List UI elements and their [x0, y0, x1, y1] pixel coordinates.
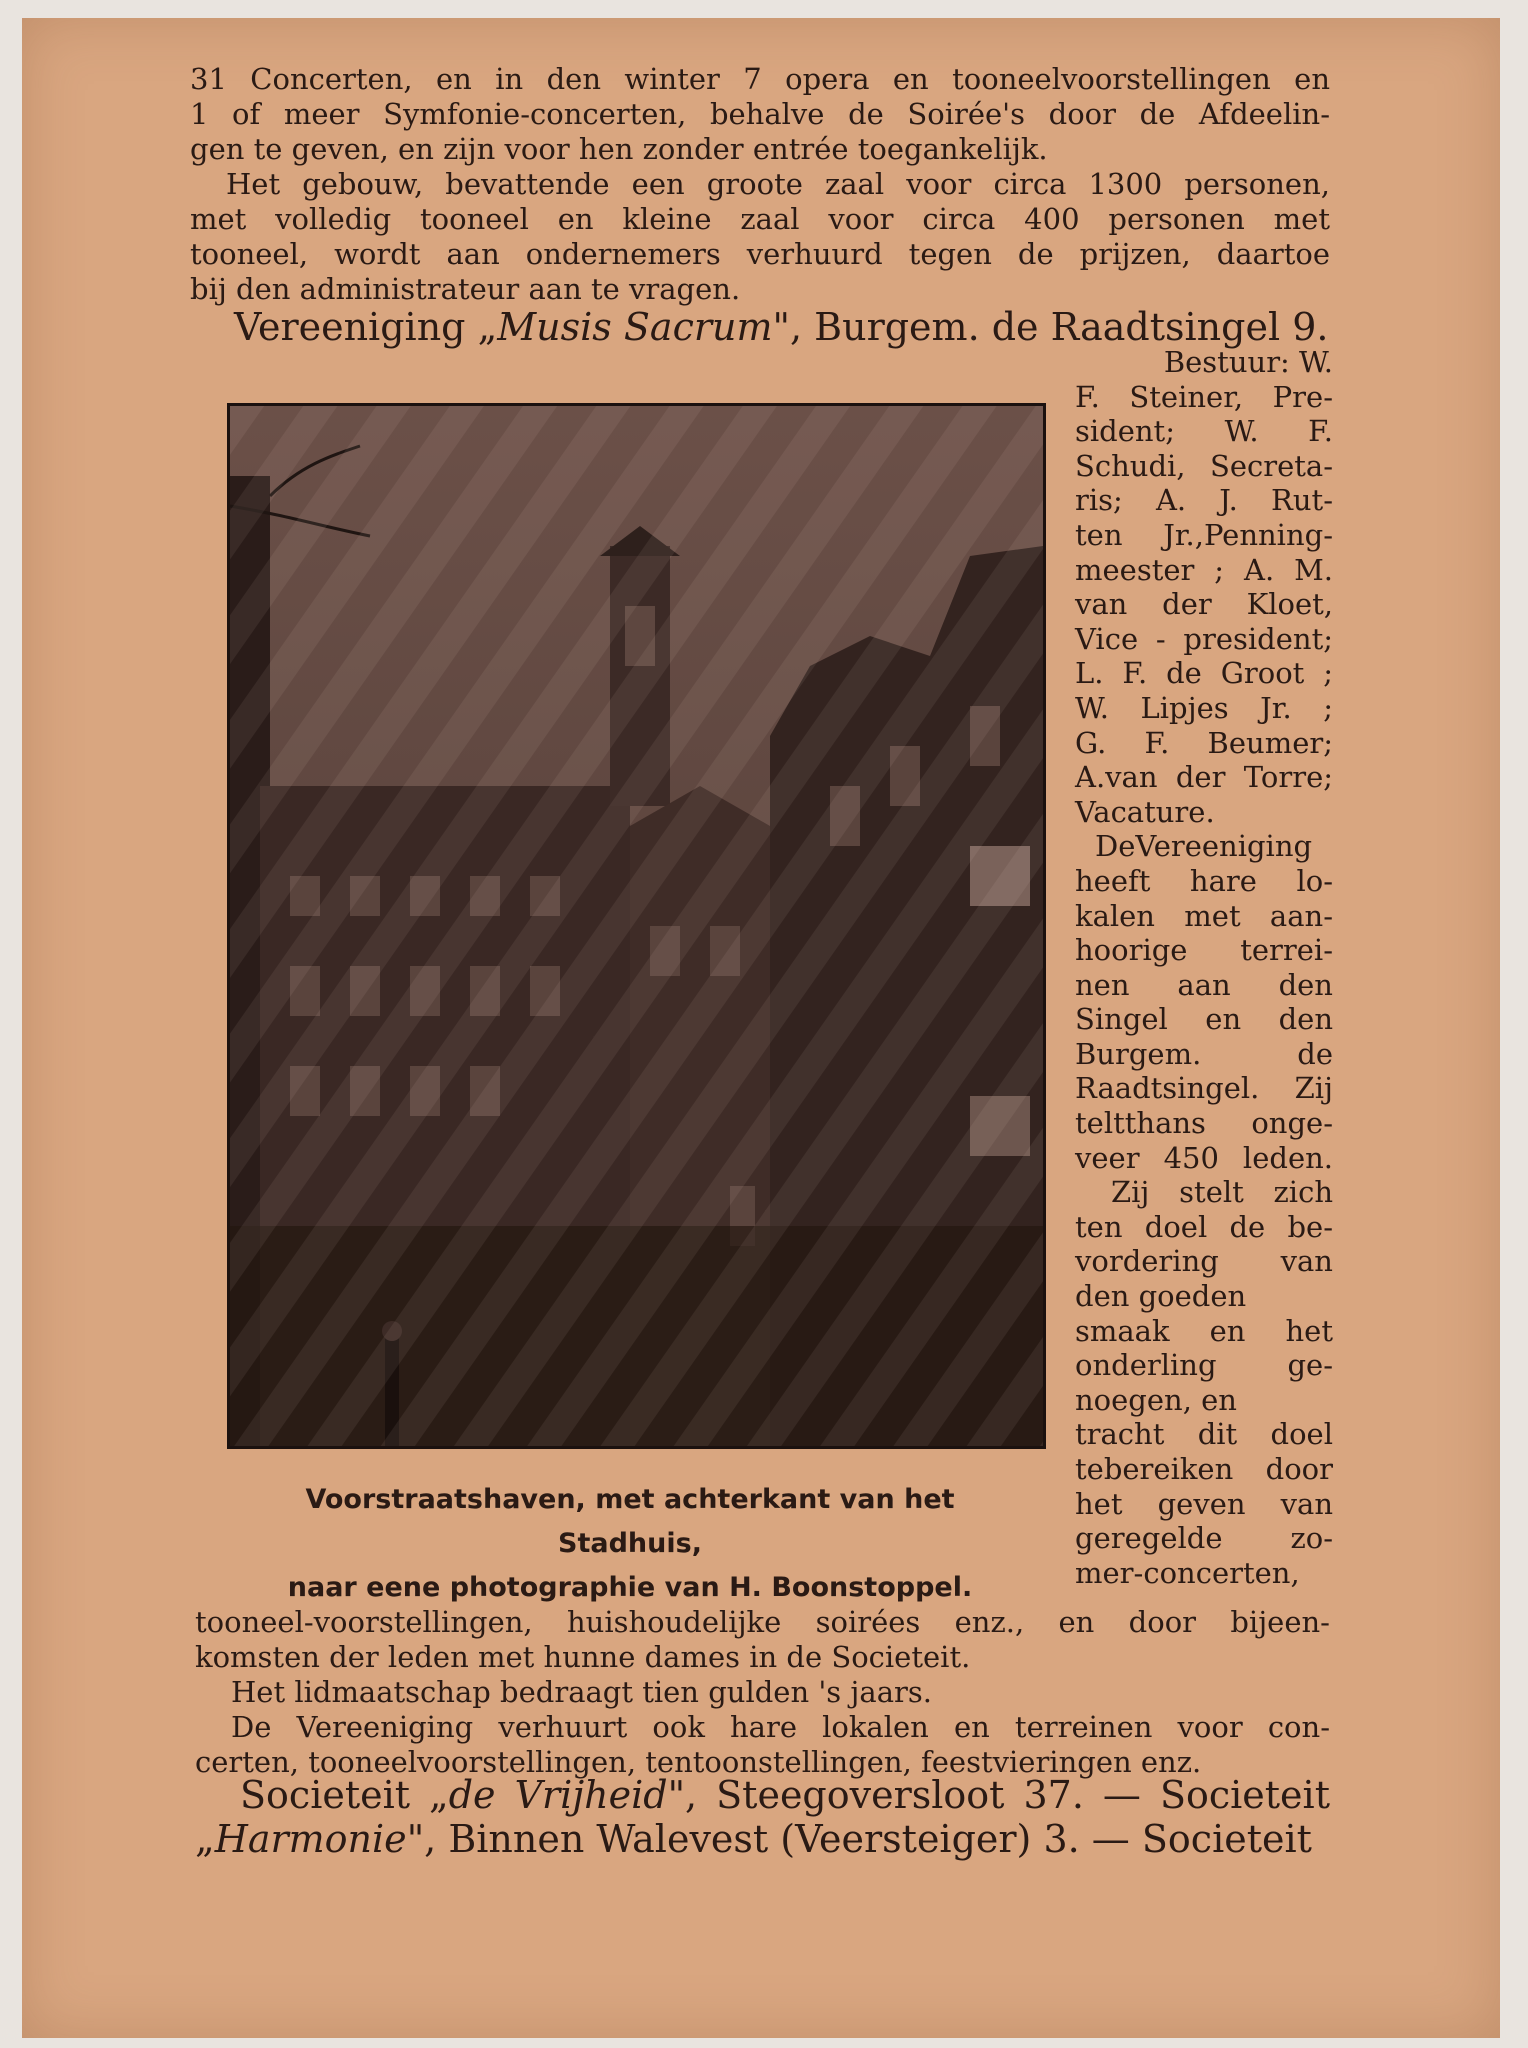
- footer-line-1-suffix: ", Steegoversloot 37. — Societeit: [667, 1773, 1330, 1817]
- societeit-footer: [195, 1773, 1330, 1861]
- side-line: den goeden: [1075, 1279, 1247, 1314]
- footer-line-2-name: Harmonie: [214, 1817, 407, 1861]
- side-line: ten Jr.,Penning-: [1075, 517, 1333, 552]
- heading-prefix: Vereeniging „: [234, 305, 498, 349]
- side-line: meester ; A. M.: [1075, 552, 1333, 587]
- footer-line-2-prefix: „: [195, 1817, 215, 1861]
- side-line: Bestuur: W.: [1163, 345, 1333, 379]
- text-line: 31 Concerten, en in den winter 7 opera en tooneelvoorstellingen en: [190, 62, 1330, 96]
- side-line: nen aan den: [1075, 967, 1333, 1002]
- side-line: sident; W. F.: [1075, 414, 1333, 449]
- side-line: Vacature.: [1075, 794, 1215, 829]
- heading-suffix: ", Burgem. de Raadtsingel 9.: [772, 305, 1329, 349]
- side-line: onderling ge-: [1075, 1348, 1333, 1383]
- side-line: veer 450 leden.: [1075, 1140, 1333, 1175]
- text-line: bij den administrateur aan te vragen.: [190, 272, 741, 306]
- text-line: met volledig tooneel en kleine zaal voor circa 400 personen met: [190, 202, 1330, 236]
- text-line: tooneel, wordt aan ondernemers verhuurd tegen de prijzen, daartoe: [190, 237, 1330, 271]
- footer-line-2-suffix: ", Binnen Walevest (Veersteiger) 3. — Societeit: [406, 1817, 1312, 1861]
- side-line: L. F. de Groot ;: [1075, 656, 1333, 691]
- photograph-voorstraatshaven: [227, 403, 1046, 1449]
- text-line: gen te geven, en zijn voor hen zonder entrée toegankelijk.: [190, 132, 1048, 166]
- side-line: vordering van: [1075, 1244, 1333, 1279]
- side-line: tracht dit doel: [1075, 1417, 1333, 1452]
- footer-line-1-name: de Vrijheid: [448, 1773, 668, 1817]
- heading-name: Musis Sacrum: [497, 305, 773, 349]
- footer-line-1: [240, 1773, 1330, 1817]
- side-line: teltthans onge-: [1075, 1106, 1333, 1141]
- side-line: ris; A. J. Rut-: [1075, 483, 1333, 518]
- text-line: Het lidmaatschap bedraagt tien gulden 's jaars.: [231, 1675, 932, 1709]
- text-line: Het gebouw, bevattende een groote zaal voor circa 1300 personen,: [226, 167, 1330, 201]
- text-line: De Vereeniging verhuurt ook hare lokalen en terreinen voor con-: [231, 1710, 1330, 1744]
- side-line: Zij stelt zich: [1111, 1175, 1333, 1210]
- footer-line-1-prefix: Societeit „: [240, 1773, 449, 1817]
- side-line: hoorige terrei-: [1075, 933, 1333, 968]
- side-line: G. F. Beumer;: [1075, 725, 1333, 760]
- side-line: smaak en het: [1075, 1313, 1333, 1348]
- side-line: het geven van: [1075, 1486, 1333, 1521]
- text-line: certen, tooneelvoorstellingen, tentoonstellingen, feestvieringen enz.: [195, 1745, 1202, 1779]
- text-line: tooneel-voorstellingen, huishoudelijke soirées enz., en door bijeen-: [195, 1605, 1330, 1639]
- text-line: 1 of meer Symfonie-concerten, behalve de Soirée's door de Afdeelin-: [190, 97, 1330, 131]
- side-line: heeft hare lo-: [1075, 863, 1333, 898]
- side-line: Schudi, Secreta-: [1075, 448, 1333, 483]
- side-line: F. Steiner, Pre-: [1075, 379, 1333, 414]
- top-paragraph: [190, 62, 1330, 167]
- side-line: Vice - president;: [1075, 621, 1333, 656]
- bottom-paragraph: [195, 1605, 1330, 1780]
- text-line: komsten der leden met hunne dames in de Societeit.: [195, 1640, 971, 1674]
- side-line: DeVereeniging: [1095, 829, 1313, 864]
- photo-illustration: [230, 406, 1043, 1446]
- side-line: ten doel de be-: [1075, 1209, 1333, 1244]
- side-line: Burgem. de: [1075, 1036, 1333, 1071]
- side-line: Raadtsingel. Zij: [1075, 1071, 1333, 1106]
- side-line: kalen met aan-: [1075, 898, 1333, 933]
- side-line: geregelde zo-: [1075, 1521, 1333, 1556]
- footer-line-2: [195, 1817, 1330, 1861]
- side-line: W. Lipjes Jr. ;: [1075, 690, 1333, 725]
- side-line: tebereiken door: [1075, 1452, 1333, 1486]
- side-line: Singel en den: [1075, 1002, 1333, 1037]
- caption-line-2: naar eene photographie van H. Boonstoppel.: [287, 1572, 973, 1603]
- side-line: van der Kloet,: [1075, 587, 1333, 622]
- side-column-text: [1075, 345, 1333, 1590]
- musis-sacrum-heading: [234, 305, 1334, 349]
- caption-line-1: Voorstraatshaven, met achterkant van het Stadhuis,: [305, 1484, 955, 1559]
- building-paragraph: [190, 167, 1330, 307]
- side-line: mer-concerten,: [1075, 1555, 1300, 1590]
- side-line: A.van der Torre;: [1075, 760, 1333, 795]
- side-line: noegen, en: [1075, 1382, 1237, 1417]
- photo-caption: [230, 1478, 1030, 1610]
